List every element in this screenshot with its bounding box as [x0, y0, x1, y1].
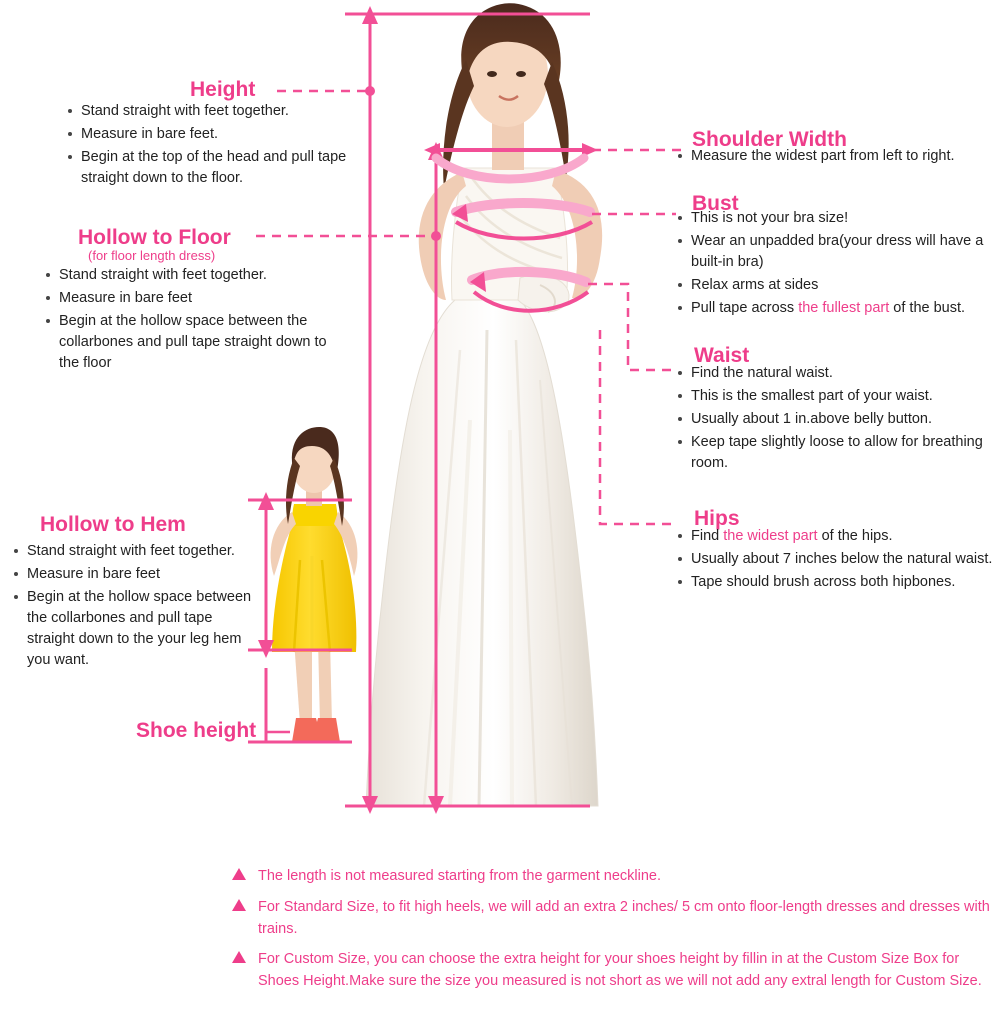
bust-text-highlight: the fullest part — [798, 300, 890, 317]
list-item: Usually about 7 inches below the natural waist. — [676, 549, 996, 570]
section-heading-hips: Hips — [694, 507, 740, 530]
list-item: Wear an unpadded bra(your dress will have a built-in bra) — [676, 231, 996, 273]
list-item: Find the natural waist. — [676, 363, 996, 384]
hips-text-suffix: of the hips. — [817, 528, 893, 544]
section-bullets-hollow-to-hem — [12, 541, 260, 673]
list-item: Measure in bare feet — [44, 288, 334, 309]
note-item — [232, 949, 992, 993]
list-item: Stand straight with feet together. — [12, 541, 260, 562]
hips-text-highlight: the widest part — [723, 528, 818, 544]
note-text: The length is not measured starting from the garment neckline. — [258, 868, 661, 884]
list-item: Begin at the hollow space between the collarbones and pull tape straight down to the your leg hem you want. — [12, 587, 260, 671]
list-item: Stand straight with feet together. — [44, 265, 334, 286]
list-item: Stand straight with feet together. — [66, 101, 356, 122]
list-item: Measure in bare feet — [12, 564, 260, 585]
bust-text-prefix: Pull tape across — [691, 300, 799, 317]
note-item — [232, 897, 992, 941]
section-heading-bust: Bust — [692, 192, 739, 215]
section-heading-height: Height — [190, 78, 256, 101]
section-heading-hollow-to-floor: Hollow to Floor — [78, 226, 231, 249]
note-text: For Standard Size, to fit high heels, we will add an extra 2 inches/ 5 cm onto floor-length dresses and dresses with trains. — [258, 898, 990, 937]
section-heading-shoe-height: Shoe height — [136, 719, 257, 742]
list-item: Measure in bare feet. — [66, 124, 356, 145]
list-item: This is the smallest part of your waist. — [676, 386, 996, 407]
section-bullets-hollow-to-floor — [44, 265, 334, 376]
section-heading-waist: Waist — [694, 344, 750, 367]
triangle-bullet-icon — [232, 899, 246, 911]
section-heading-shoulder-width: Shoulder Width — [692, 128, 847, 151]
triangle-bullet-icon — [232, 951, 246, 963]
section-bullets-height — [66, 101, 356, 191]
footer-notes — [232, 866, 992, 1002]
note-item — [232, 866, 992, 888]
section-heading-hollow-to-hem: Hollow to Hem — [40, 513, 186, 536]
list-item: Keep tape slightly loose to allow for breathing room. — [676, 432, 996, 474]
list-item-bust-fullest — [676, 298, 996, 319]
section-bullets-hips — [676, 526, 996, 595]
hips-text-prefix: Find — [691, 528, 724, 544]
section-bullets-waist — [676, 363, 996, 476]
section-bullets-bust — [676, 208, 996, 321]
list-item: Measure the widest part from left to right. — [676, 146, 996, 167]
list-item: Relax arms at sides — [676, 275, 996, 296]
list-item: Tape should brush across both hipbones. — [676, 572, 996, 593]
section-bullets-shoulder-width — [676, 146, 996, 169]
list-item: Usually about 1 in.above belly button. — [676, 409, 996, 430]
list-item-hips-widest — [676, 526, 996, 547]
list-item: Begin at the hollow space between the collarbones and pull tape straight down to the floor — [44, 311, 334, 374]
list-item: This is not your bra size! — [676, 208, 996, 229]
section-subheading-hollow-to-floor: (for floor length dress) — [88, 248, 216, 263]
triangle-bullet-icon — [232, 868, 246, 880]
note-text: For Custom Size, you can choose the extra height for your shoes height by fillin in at the Custom Size Box for Shoes Height.Make sure the size you measured is not short as we will not add any extral length for Custom Size. — [258, 951, 982, 989]
bust-text-suffix: of the bust. — [889, 300, 966, 317]
list-item: Begin at the top of the head and pull tape straight down to the floor. — [66, 147, 356, 189]
